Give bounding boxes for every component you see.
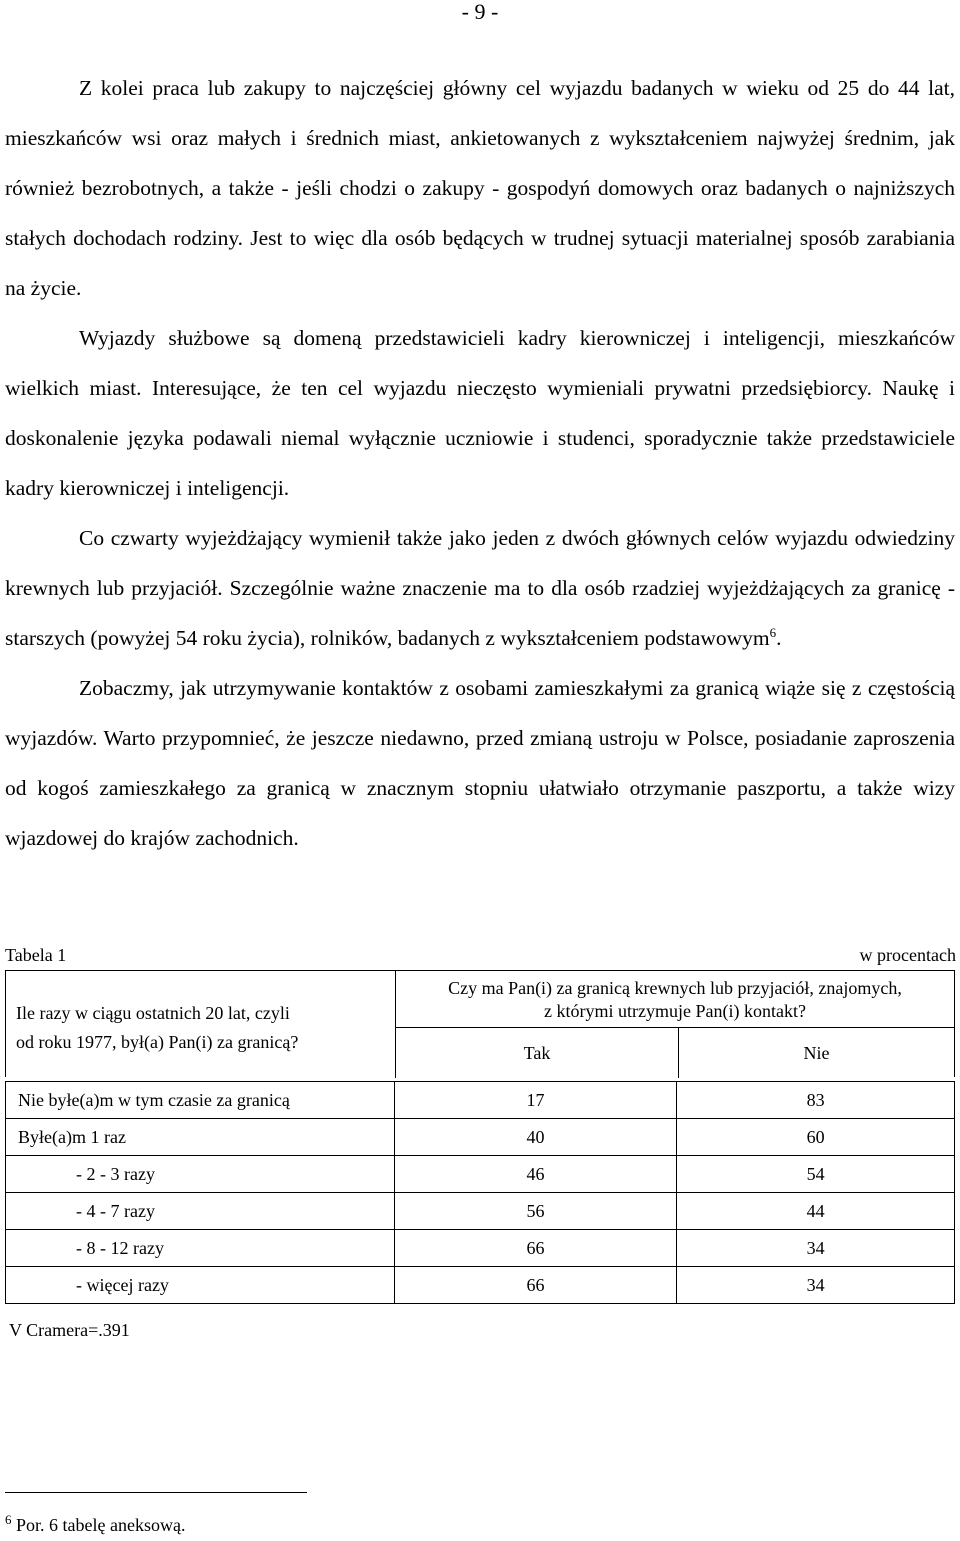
column-question-line-1: Czy ma Pan(i) za granicą krewnych lub przyjaciół, znajomych,: [448, 978, 902, 998]
row-header: [16, 999, 376, 1057]
table-row: [6, 1156, 955, 1193]
row-header-line-2: od roku 1977, był(a) Pan(i) za granicą?: [16, 1032, 299, 1052]
paragraph-3-end: .: [776, 626, 782, 650]
paragraph-3-text: Co czwarty wyjeżdżający wymienił także jako jeden z dwóch głównych celów wyjazdu odwiedziny krewnych lub przyjaciół. Szczególnie ważne znaczenie ma to dla osób rzadziej wyjeżdżających za granicę - starszych (powyżej 54 roku życia), rolników, badanych z wykształceniem podstawowym: [5, 526, 955, 650]
column-header-nie: Nie: [678, 1028, 954, 1078]
table-row: [6, 1193, 955, 1230]
footnote-divider: [5, 1492, 307, 1493]
cell-nie: 60: [677, 1119, 955, 1156]
body-text: [5, 63, 955, 863]
column-question-line-2: z którymi utrzymuje Pan(i) kontakt?: [544, 1001, 806, 1021]
page-number: - 9 -: [461, 0, 499, 24]
paragraph-4: Zobaczmy, jak utrzymywanie kontaktów z osobami zamieszkałymi za granicą wiąże się z częstością wyjazdów. Warto przypomnieć, że jeszcze niedawno, przed zmianą ustroju w Polsce, posiadanie zaproszenia od kogoś zamieszkałego za granicą w znacznym stopniu ułatwiało otrzymanie paszportu, a także wizy wjazdowej do krajów zachodnich.: [5, 676, 955, 850]
cell-nie: 83: [677, 1082, 955, 1119]
row-label: Byłe(a)m 1 raz: [6, 1119, 395, 1156]
footnote-number: 6: [5, 1512, 12, 1527]
table-row: [6, 1267, 955, 1304]
cramers-v-note: V Cramera=.391: [9, 1320, 130, 1340]
footnote-reference[interactable]: 6: [769, 624, 777, 640]
cell-nie: 54: [677, 1156, 955, 1193]
row-label: - więcej razy: [6, 1267, 395, 1304]
row-label: - 2 - 3 razy: [6, 1156, 395, 1193]
column-question: [395, 971, 954, 1028]
data-table: [5, 1081, 955, 1304]
table-unit: w procentach: [859, 945, 956, 965]
table-caption: Tabela 1: [5, 945, 67, 965]
footnote: [5, 1512, 186, 1536]
table-row: [6, 1119, 955, 1156]
column-header-tak: Tak: [395, 1028, 678, 1078]
paragraph-1: Z kolei praca lub zakupy to najczęściej główny cel wyjazdu badanych w wieku od 25 do 44 lat, mieszkańców wsi oraz małych i średnich miast, ankietowanych z wykształceniem najwyżej średnim, jak również bezrobotnych, a także - jeśli chodzi o zakupy - gospodyń domowych oraz badanych o najniższych stałych dochodach rodziny. Jest to więc dla osób będących w trudnej sytuacji materialnej sposób zarabiania na życie.: [5, 76, 955, 300]
table-row: [6, 1082, 955, 1119]
cell-tak: 40: [394, 1119, 677, 1156]
cell-tak: 46: [394, 1156, 677, 1193]
cell-tak: 56: [394, 1193, 677, 1230]
row-label: - 4 - 7 razy: [6, 1193, 395, 1230]
table-row: [6, 1230, 955, 1267]
footnote-text: Por. 6 tabelę aneksową.: [11, 1515, 186, 1535]
row-header-line-1: Ile razy w ciągu ostatnich 20 lat, czyli: [16, 1003, 290, 1023]
cell-tak: 66: [394, 1267, 677, 1304]
paragraph-3: [5, 513, 955, 663]
cell-nie: 44: [677, 1193, 955, 1230]
cell-nie: 34: [677, 1267, 955, 1304]
row-label: Nie byłe(a)m w tym czasie za granicą: [6, 1082, 395, 1119]
paragraph-2: Wyjazdy służbowe są domeną przedstawicieli kadry kierowniczej i inteligencji, mieszkańców wielkich miast. Interesujące, że ten cel wyjazdu nieczęsto wymieniali prywatni przedsiębiorcy. Naukę i doskonalenie języka podawali niemal wyłącznie uczniowie i studenci, sporadycznie także przedstawiciele kadry kierowniczej i inteligencji.: [5, 326, 955, 500]
table-header: [5, 970, 955, 1077]
row-label: - 8 - 12 razy: [6, 1230, 395, 1267]
cell-nie: 34: [677, 1230, 955, 1267]
cell-tak: 66: [394, 1230, 677, 1267]
cell-tak: 17: [394, 1082, 677, 1119]
